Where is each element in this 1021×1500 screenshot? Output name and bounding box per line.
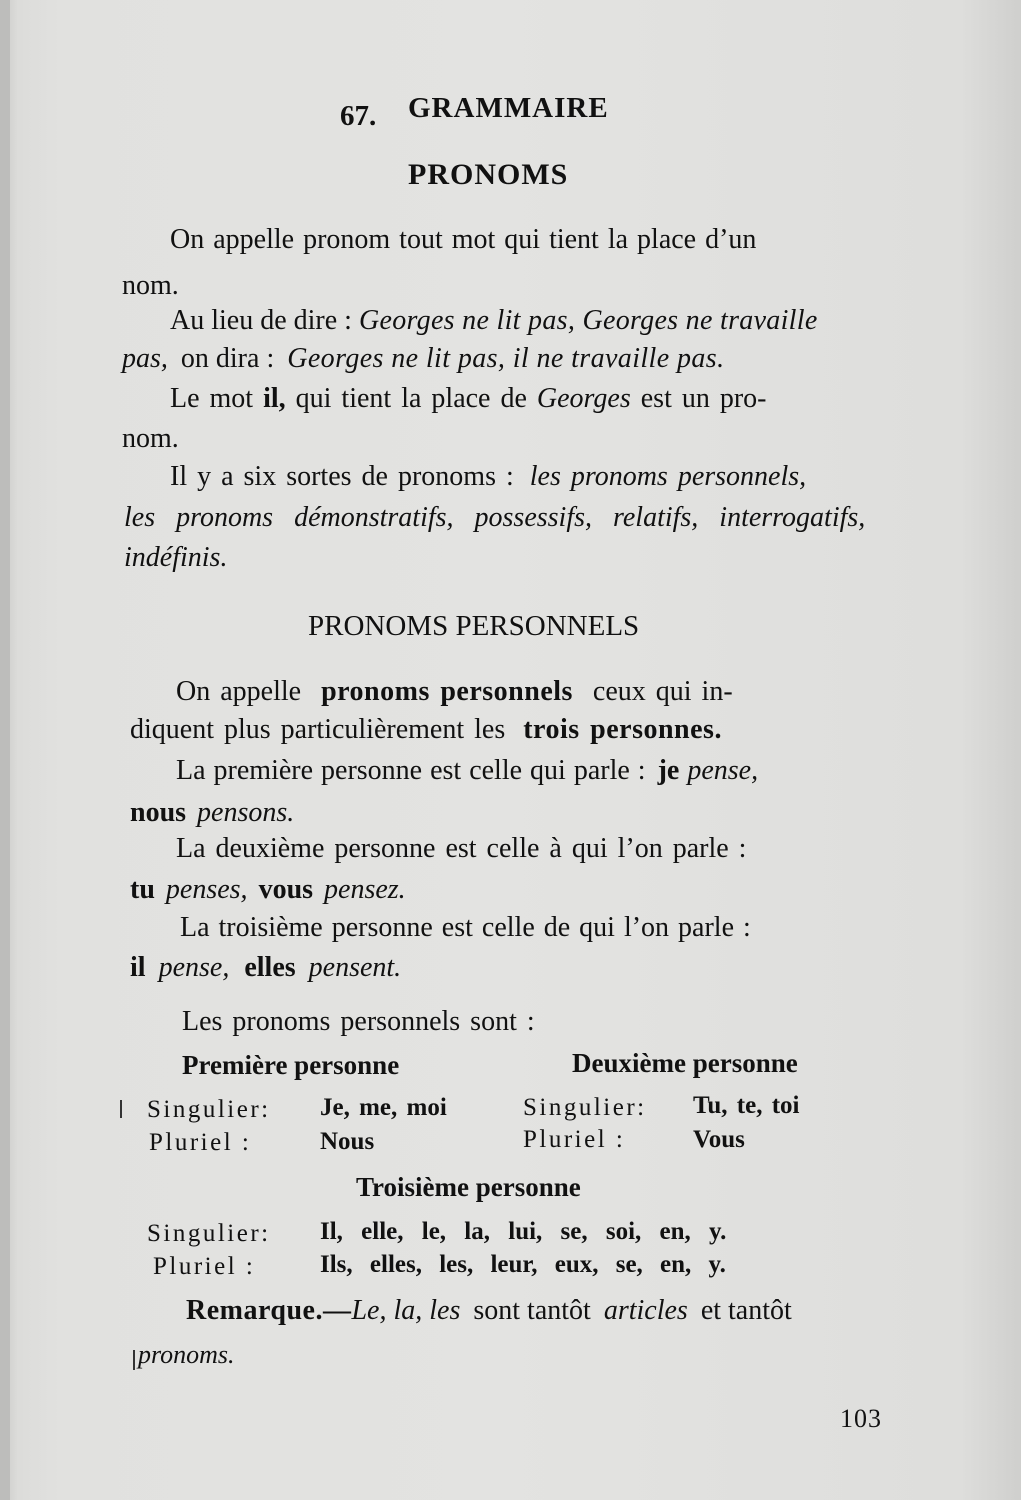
section-line-5: La deuxième personne est celle à qui l’on parle : [176, 833, 747, 864]
s1-prefix: On appelle [176, 676, 302, 707]
first-plural-values: Nous [320, 1128, 375, 1155]
remark-line-1 [186, 1295, 792, 1327]
s1-end: ceux qui in- [592, 676, 733, 707]
mot-prefix: Le mot [170, 383, 254, 414]
first-singular-values: Je, me, moi [320, 1094, 447, 1121]
section-line-7: La troisième personne est celle de qui l’on parle : [180, 912, 751, 943]
margin-tick-1 [120, 1100, 122, 1118]
intro-line-2: nom. [122, 270, 179, 301]
intro-mot-il-line [170, 383, 767, 415]
exercise-number: 67. [340, 100, 377, 132]
pronoun-elles: elles [244, 952, 296, 983]
section-line-1 [176, 676, 733, 708]
third-person-heading: Troisième personne [356, 1172, 581, 1202]
six-sortes-prefix: Il y a six sortes de pronoms : [170, 461, 514, 492]
word-georges: Georges [536, 383, 631, 414]
third-singular-label: Singulier: [147, 1220, 271, 1247]
section-title: PRONOMS PERSONNELS [308, 610, 640, 642]
s1-trois-personnes: trois personnes. [523, 714, 722, 745]
section-line-6 [130, 874, 406, 906]
verb-pensent: pensent. [308, 952, 402, 983]
verb-penses: penses, [165, 874, 248, 905]
pronoun-tu: tu [130, 874, 155, 905]
pronoun-je: je [657, 755, 680, 786]
second-plural-label: Pluriel : [523, 1126, 626, 1153]
s1-continued: diquent plus particulièrement les [130, 714, 506, 745]
intro-sortes-end: indéfinis. [124, 542, 228, 573]
pronoun-vous: vous [258, 874, 314, 905]
remark-articles-list: Le, la, les [351, 1295, 461, 1326]
second-plural-values: Vous [693, 1126, 745, 1153]
intro-line-1: On appelle pronom tout mot qui tient la place d’un [170, 224, 757, 255]
pronoms-personnels-italic: les pronoms personnels, [529, 461, 807, 492]
third-plural-values: Ils, elles, les, leur, eux, se, en, y. [320, 1251, 726, 1278]
section-line-4 [130, 797, 294, 829]
second-singular-label: Singulier: [523, 1094, 647, 1121]
remark-line-2: pronoms. [138, 1340, 235, 1369]
third-singular-values: Il, elle, le, la, lui, se, soi, en, y. [320, 1218, 727, 1245]
word-il: il, [263, 383, 286, 414]
remark-word-articles: articles [603, 1295, 688, 1326]
first-plural-label: Pluriel : [149, 1129, 252, 1156]
s1-bold-term: pronoms personnels [321, 676, 573, 707]
example-sentence-1: Georges ne lit pas, Georges ne travaille [358, 305, 818, 336]
verb-pense-3: pense, [158, 952, 230, 983]
remark-label: Remarque.— [186, 1295, 352, 1326]
first-singular-label: Singulier: [147, 1096, 271, 1123]
example-sentence-2: Georges ne lit pas, il ne travaille pas. [287, 343, 725, 374]
s2-prefix: La première personne est celle qui parle : [176, 755, 646, 786]
verb-pense: pense, [687, 755, 759, 786]
page-subtitle: PRONOMS [408, 158, 569, 191]
section-line-2 [130, 714, 722, 746]
intro-example-line-1 [170, 305, 818, 337]
example-word-pas: pas, [122, 343, 168, 374]
example-prefix: Au lieu de dire : [170, 305, 352, 336]
third-plural-label: Pluriel : [153, 1253, 256, 1280]
second-person-heading: Deuxième personne [572, 1048, 798, 1078]
page-edge-shadow [0, 0, 10, 1500]
intro-sortes-list: les pronoms démonstratifs, possessifs, relatifs, interrogatifs, [124, 502, 866, 533]
page-number: 103 [840, 1404, 882, 1433]
section-line-9: Les pronoms personnels sont : [182, 1006, 535, 1037]
page-title: GRAMMAIRE [408, 92, 609, 124]
intro-six-sortes-line [170, 461, 806, 493]
remark-mid: sont tantôt [473, 1295, 591, 1326]
first-person-heading: Première personne [182, 1050, 400, 1080]
pronoun-nous: nous [130, 797, 187, 828]
intro-example-line-2 [122, 343, 724, 375]
example-mid: on dira : [180, 343, 275, 374]
mot-end: est un pro- [640, 383, 767, 414]
mot-mid: qui tient la place de [295, 383, 527, 414]
verb-pensez: pensez. [324, 874, 406, 905]
pronoun-il: il [130, 952, 146, 983]
margin-tick-2 [133, 1350, 135, 1370]
section-line-3 [176, 755, 758, 787]
verb-pensons: pensons. [197, 797, 295, 828]
section-line-8 [130, 952, 401, 984]
second-singular-values: Tu, te, toi [693, 1092, 800, 1119]
remark-end: et tantôt [700, 1295, 792, 1326]
intro-mot-il-line-2: nom. [122, 423, 179, 454]
